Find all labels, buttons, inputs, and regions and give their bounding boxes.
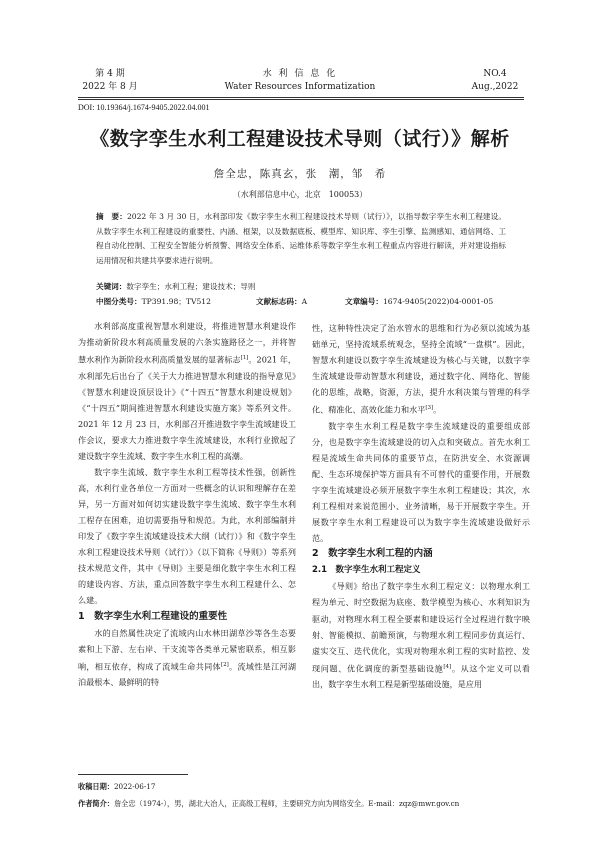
paragraph <box>78 625 296 691</box>
doc-code-value: A <box>301 297 308 306</box>
article-id-block <box>345 295 493 308</box>
clc-label: 中图分类号： <box>96 297 142 306</box>
header-issue-en: NO.4 <box>483 69 507 79</box>
received-label: 收稿日期： <box>78 782 114 791</box>
keywords-text: 数字孪生；水利工程；建设技术；导则 <box>126 282 256 291</box>
article-id-label: 文章编号： <box>345 297 383 306</box>
header-rule-2 <box>78 99 524 100</box>
article-id-value: 1674-9405(2022)04-0001-05 <box>382 297 494 306</box>
citation-ref: [4] <box>443 663 452 670</box>
abstract-text: 2022 年 3 月 30 日，水利部印发《数字孪生水利工程建设技术导则（试行）》，以指导数字孪生水利工程建设。从数字孪生水利工程建设的重要性、内涵、框架，以及数据底板、模型库、知识库、孪生引擎、监测感知、通信网络、工程自动化控制、工程安全智能分析预警、网络安全体系、运维体系等数字孪生水利工程重点内容进行解读，并对建设指标运用情况和共建共享要求进行说明。 <box>96 212 506 265</box>
section-heading-2: 2 数字孪生水利工程的内涵 <box>312 548 433 560</box>
clc-block <box>96 295 211 308</box>
paragraph-text: 。流域性是江河湖泊最根本、最鲜明的特 <box>78 661 296 688</box>
header-journal-block <box>200 68 400 94</box>
paragraph-text: 水的自然属性决定了流域内山水林田湖草沙等各生态要素和上下游、左右岸、干支流等各类单元紧密联系，相互影响，相互依存，构成了流域生命共同体 <box>78 627 296 672</box>
abstract <box>96 210 506 268</box>
body-left-column <box>78 318 296 690</box>
abstract-label: 摘 要： <box>96 212 127 221</box>
paragraph: 数字孪生流域、数字孪生水利工程等技术性强，创新性高，水利行业各单位一方面对一些概念的认识和理解存在差异，另一方面对如何切实建设数字孪生流域、数字孪生水利工程存在困难，迫切需要指导和规范。为此，水利部编制并印发了《数字孪生流域建设技术大纲（试行）》和《数字孪生水利工程建设技术导则（试行）》（以下简称《导则》）等系列技术规范文件，其中《导则》主要是细化数字孪生水利工程的建设内容、方法，重点回答数字孪生水利工程建什么、怎么建。 <box>78 467 296 606</box>
author-bio: 詹全忠（1974-），男，湖北大冶人，正高级工程师，主要研究方向为网络安全。E-mail：zqz@mwr.gov.cn <box>113 799 460 808</box>
citation-ref: [1] <box>240 355 249 362</box>
header-journal-cn: 水 利 信 息 化 <box>262 69 338 79</box>
clc-value: TP391.98；TV512 <box>141 297 211 306</box>
paragraph-text: 水利部高度重视智慧水利建设，将推进智慧水利建设作为推动新阶段水利高质量发展的六条实施路径之一，并将智慧水利作为新阶段水利高质量发展的显著标志 <box>78 321 296 365</box>
paragraph <box>78 318 296 464</box>
authors: 詹全忠，陈真玄，张 潮，邹 希 <box>213 168 387 180</box>
paragraph-text: 。2021 年，水利部先后出台了《关于大力推进智慧水利建设的指导意见》《智慧水利建设顶层设计》《“十四五”智慧水利建设规划》《“十四五”期间推进智慧水利建设实施方案》等系列文件。2021 年 12 月 23 日，水利部召开推进数字孪生流域建设工作会议，要求大力推进数字孪生流域建设，水利行业掀起了建设数字孪生流域、数字孪生水利工程的高潮。 <box>78 354 296 462</box>
subsection-heading-2-1: 2.1 数字孪生水利工程定义 <box>312 565 421 576</box>
doi: DOI: 10.19364/j.1674-9405.2022.04.001 <box>78 103 210 112</box>
footnote-rule <box>78 774 188 775</box>
doc-code-block <box>256 295 307 308</box>
author-bio-label: 作者简介： <box>78 799 114 808</box>
citation-ref: [3] <box>425 405 434 412</box>
header-date-cn: 2022 年 8 月 <box>82 82 138 92</box>
doc-code-label: 文献标志码： <box>256 297 302 306</box>
header-issue-en-block <box>465 68 525 94</box>
paragraph-text: 性，这种特性决定了治水管水的思维和行为必须以流域为基础单元，坚持流域系统观念，坚持全流域“一盘棋”。因此，智慧水利建设以数字孪生流域建设为核心与关键，以数字孪生流域建设带动智慧水利建设，通过数字化、网络化、智能化的思维，战略，资源，方法，提升水利决策与管理的科学化、精准化、高效化能力和水平 <box>312 323 530 415</box>
paragraph-text: 。 <box>433 404 442 415</box>
footnote-received <box>78 780 528 793</box>
header-issue: 第 4 期 <box>95 69 125 79</box>
paragraph <box>312 578 530 692</box>
paragraph: 数字孪生水利工程是数字孪生流域建设的重要组成部分，也是数字孪生流域建设的切入点和突破点。首先水利工程是流域生命共同体的重要节点，在防洪安全、水资源调配、生态环境保护等方面具有不可替代的重要作用，开展数字孪生流域建设必须开展数字孪生水利工程建设；其次，水利工程相对来说范围小、业务清晰，易于开展数字孪生。开展数字孪生水利工程建设可以为数字孪生流域建设做好示范。 <box>312 420 530 544</box>
paragraph-text: 《导则》给出了数字孪生水利工程定义：以物理水利工程为单元、时空数据为底座、数学模型为核心、水利知识为驱动，对物理水利工程全要素和建设运行全过程进行数字映射、智能模拟、前瞻预演，与物理水利工程同步仿真运行、虚实交互、迭代优化，实现对物理水利工程的实时监控、发现问题、优化调度的新型基础设施 <box>312 581 530 674</box>
paper-title: 《数字孪生水利工程建设技术导则（试行）》解析 <box>90 128 510 150</box>
header-journal-en: Water Resources Informatization <box>224 82 376 92</box>
citation-ref: [2] <box>220 661 229 668</box>
paragraph-text: 。从这个定义可以看出，数字孪生水利工程是新型基础设施，是应用 <box>312 663 530 690</box>
paragraph <box>312 320 530 418</box>
body-right-column <box>312 320 530 692</box>
header-rule <box>78 97 524 98</box>
received-date: 2022-06-17 <box>113 782 156 791</box>
header-date-en: Aug.,2022 <box>471 82 519 92</box>
keywords-label: 关键词： <box>96 282 127 291</box>
header-issue-block <box>80 68 140 94</box>
section-heading-1: 1 数字孪生水利工程建设的重要性 <box>78 610 228 622</box>
keywords <box>96 280 506 293</box>
footnote-author <box>78 797 528 810</box>
affiliation: （水利部信息中心，北京 100053） <box>232 190 368 199</box>
